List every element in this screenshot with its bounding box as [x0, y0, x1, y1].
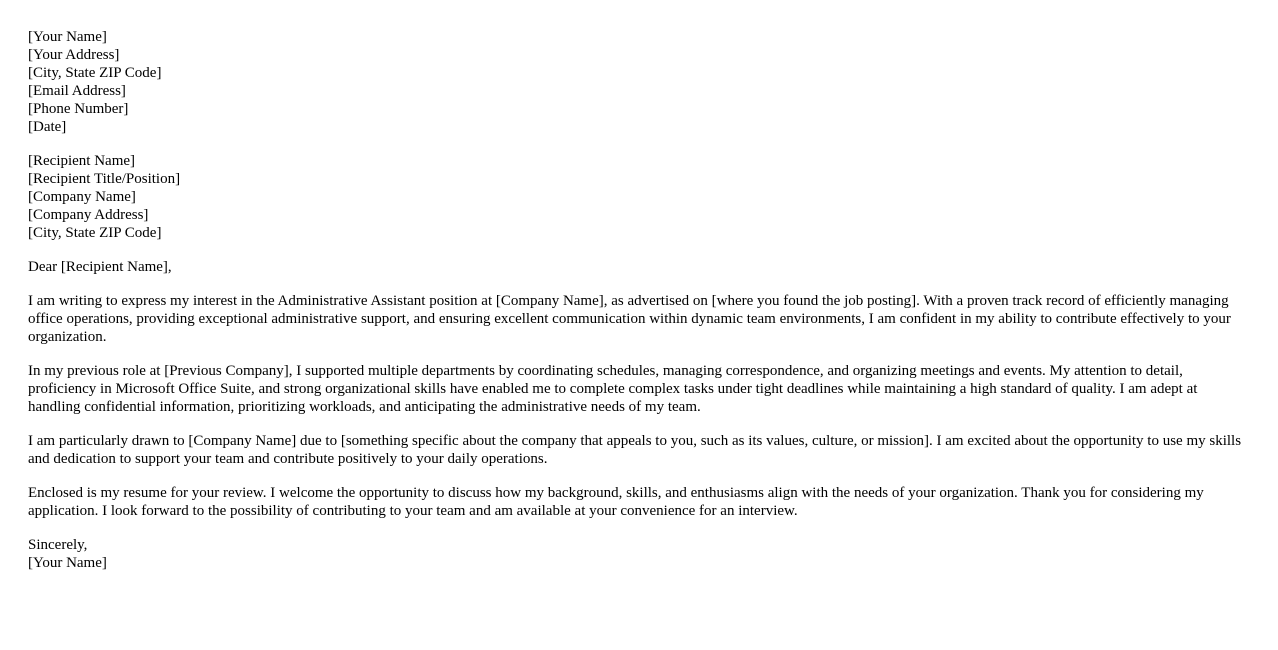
recipient-name: [Recipient Name]	[28, 153, 136, 169]
body-paragraph-intro: I am writing to express my interest in the Administrative Assistant position at [Company Name], as advertised on [where you found the job posting]. With a proven track record of efficiently managing office operations, providing exceptional administrative support, and ensuring excellent communication within dynamic team environments, I am confident in my ability to contribute effectively to your organization.	[28, 293, 1231, 345]
body-paragraph-motivation: I am particularly drawn to [Company Name] due to [something specific about the company that appeals to you, such as its values, culture, or mission]. I am excited about the opportunity to use my skills and dedication to support your team and contribute positively to your daily operations.	[28, 433, 1242, 467]
recipient-city-state-zip: [City, State ZIP Code]	[28, 225, 162, 241]
body-paragraph-experience: In my previous role at [Previous Company], I supported multiple departments by coordinating schedules, managing correspondence, and organizing meetings and events. My attention to detail, proficiency in Microsoft Office Suite, and strong organizational skills have enabled me to complete complex tasks under tight deadlines while maintaining a high standard of quality. I am adept at handling confidential information, prioritizing workloads, and anticipating the administrative needs of my team.	[28, 363, 1198, 415]
sender-block	[28, 28, 1250, 136]
recipient-company: [Company Name]	[28, 189, 136, 205]
sender-email: [Email Address]	[28, 83, 126, 99]
cover-letter	[28, 28, 1250, 588]
sender-phone: [Phone Number]	[28, 101, 129, 117]
signature-name: [Your Name]	[28, 555, 107, 571]
salutation: Dear [Recipient Name],	[28, 259, 172, 275]
valediction: Sincerely,	[28, 537, 88, 553]
sender-address: [Your Address]	[28, 47, 120, 63]
recipient-block	[28, 152, 1250, 242]
letter-date: [Date]	[28, 119, 67, 135]
body-paragraph-closing: Enclosed is my resume for your review. I welcome the opportunity to discuss how my background, skills, and enthusiasms align with the needs of your organization. Thank you for considering my application. I look forward to the possibility of contributing to your team and am available at your convenience for an interview.	[28, 485, 1204, 519]
recipient-company-address: [Company Address]	[28, 207, 149, 223]
sender-name: [Your Name]	[28, 29, 107, 45]
closing-block	[28, 536, 1250, 572]
recipient-title: [Recipient Title/Position]	[28, 171, 181, 187]
sender-city-state-zip: [City, State ZIP Code]	[28, 65, 162, 81]
